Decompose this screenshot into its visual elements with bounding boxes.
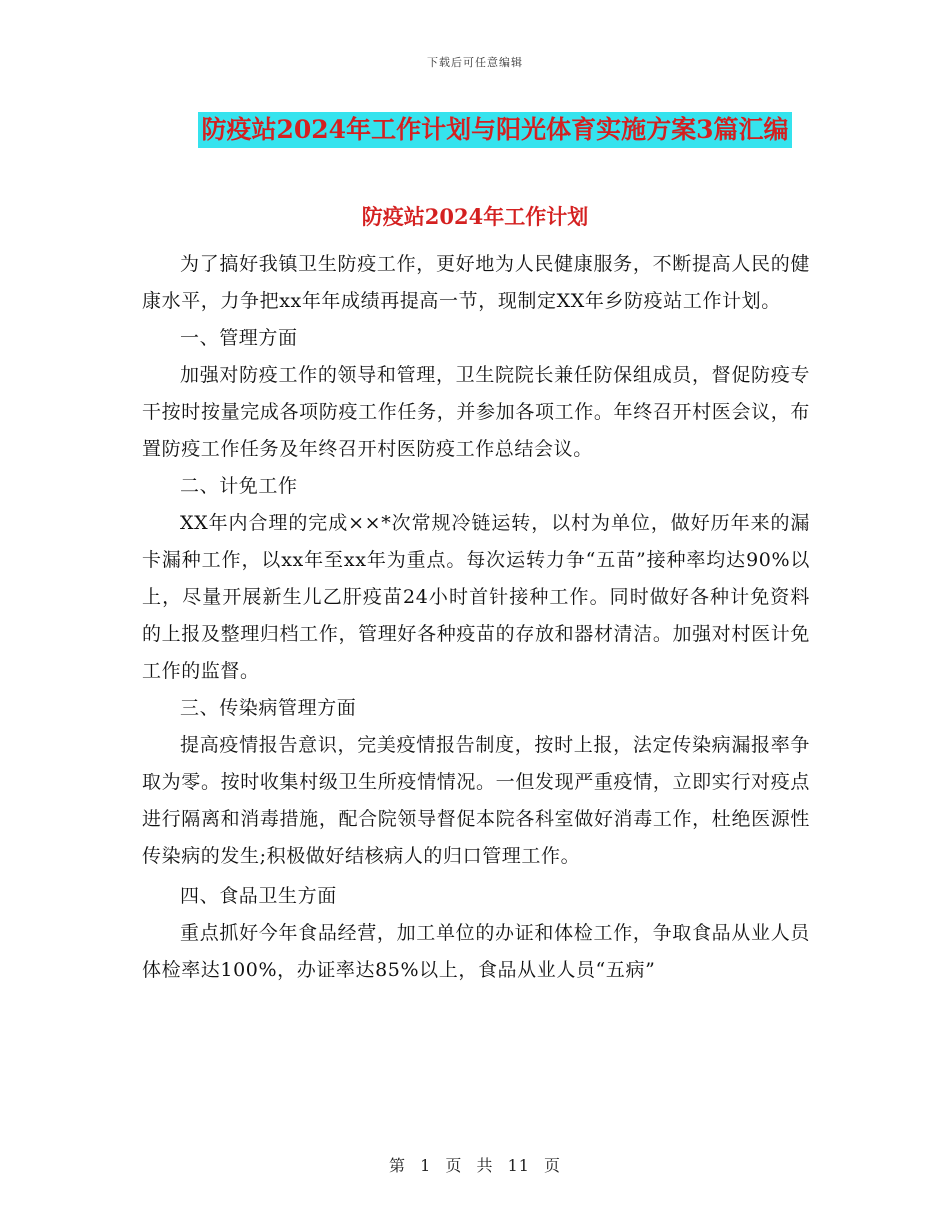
page-footer <box>0 1153 950 1176</box>
footer-total-unit: 页 <box>544 1156 562 1175</box>
footer-page-number: 1 <box>420 1156 432 1175</box>
footer-total-pages: 11 <box>507 1156 530 1175</box>
document-title: 防疫站2024年工作计划与阳光体育实施方案3篇汇编 <box>198 112 793 148</box>
heading-management: 一、管理方面 <box>180 327 298 349</box>
heading-immunization: 二、计免工作 <box>180 475 298 497</box>
paragraph-food-hygiene: 重点抓好今年食品经营，加工单位的办证和体检工作，争取食品从业人员体检率达100%，办证率达85%以上，食品从业人员“五病” <box>142 922 810 981</box>
footer-total-prefix: 共 <box>476 1156 494 1175</box>
document-title-container <box>0 112 950 148</box>
section-title: 防疫站2024年工作计划 <box>361 204 589 229</box>
heading-infectious-disease: 三、传染病管理方面 <box>180 697 357 719</box>
paragraph-management: 加强对防疫工作的领导和管理，卫生院院长兼任防保组成员，督促防疫专干按时按量完成各项防疫工作任务，并参加各项工作。年终召开村医会议，布置防疫工作任务及年终召开村医防疫工作总结会议。 <box>142 364 810 460</box>
document-body <box>142 246 810 989</box>
paragraph-intro: 为了搞好我镇卫生防疫工作，更好地为人民健康服务，不断提高人民的健康水平，力争把xx年年成绩再提高一节，现制定XX年乡防疫站工作计划。 <box>142 253 810 312</box>
paragraph-infectious-disease: 提高疫情报告意识，完美疫情报告制度，按时上报，法定传染病漏报率争取为零。按时收集村级卫生所疫情情况。一但发现严重疫情，立即实行对疫点进行隔离和消毒措施，配合院领导督促本院各科室做好消毒工作，杜绝医源性传染病的发生;积极做好结核病人的归口管理工作。 <box>142 734 810 867</box>
footer-page-unit: 页 <box>445 1156 463 1175</box>
paragraph-immunization: XX年内合理的完成××*次常规冷链运转，以村为单位，做好历年来的漏卡漏种工作，以xx年至xx年为重点。每次运转力争“五苗”接种率均达90%以上，尽量开展新生儿乙肝疫苗24小时首针接种工作。同时做好各种计免资料的上报及整理归档工作，管理好各种疫苗的存放和器材清洁。加强对村医计免工作的监督。 <box>142 512 810 682</box>
header-note: 下载后可任意编辑 <box>427 56 523 69</box>
footer-prefix: 第 <box>388 1156 406 1175</box>
heading-food-hygiene: 四、食品卫生方面 <box>180 885 337 907</box>
